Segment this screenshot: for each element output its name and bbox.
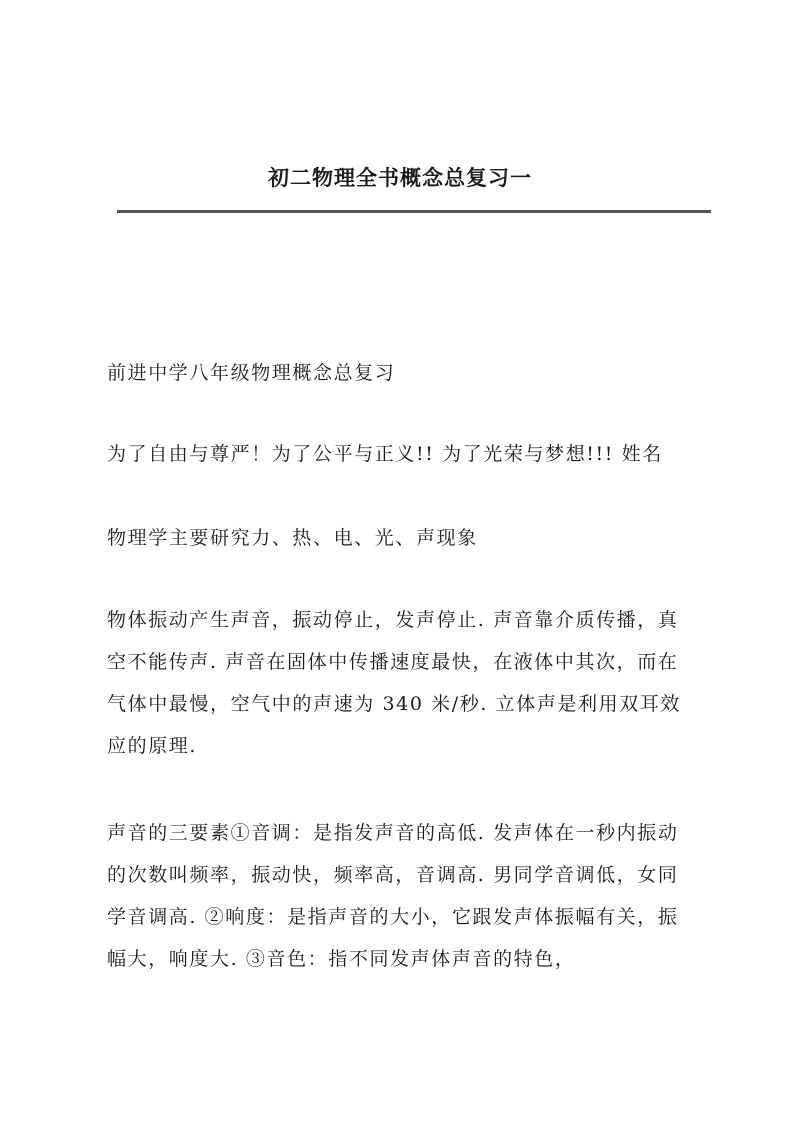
paragraph-subtitle <box>107 352 707 394</box>
paragraph-line: 为了自由与尊严！为了公平与正义!! 为了光荣与梦想!!! 姓名 <box>107 443 663 465</box>
paragraph-line: 幅大，响度大. ③音色：指不同发声体声音的特色， <box>107 948 576 970</box>
title-underline <box>117 210 711 213</box>
paragraph-line: 物体振动产生声音，振动停止，发声停止. 声音靠介质传播，真 <box>107 609 679 631</box>
paragraph-physics-scope <box>107 517 707 559</box>
document-title: 初二物理全书概念总复习一 <box>268 165 532 190</box>
paragraph-line: 气体中最慢，空气中的声速为 340 米/秒. 立体声是利用双耳效 <box>107 693 682 715</box>
paragraph-line: 的次数叫频率，振动快，频率高，音调高. 男同学音调低，女同 <box>107 864 679 886</box>
paragraph-line: 声音的三要素①音调：是指发声音的高低. 发声体在一秒内振动 <box>107 822 679 844</box>
paragraph-line: 前进中学八年级物理概念总复习 <box>107 362 396 384</box>
paragraph-line: 物理学主要研究力、热、电、光、声现象 <box>107 527 478 549</box>
paragraph-line: 应的原理. <box>107 735 198 757</box>
paragraph-line: 空不能传声. 声音在固体中传播速度最快，在液体中其次，而在 <box>107 651 679 673</box>
paragraph-sound-propagation <box>107 599 707 767</box>
paragraph-sound-elements <box>107 812 707 980</box>
paragraph-motto <box>107 433 707 475</box>
paragraph-line: 学音调高. ②响度：是指声音的大小，它跟发声体振幅有关，振 <box>107 906 679 928</box>
